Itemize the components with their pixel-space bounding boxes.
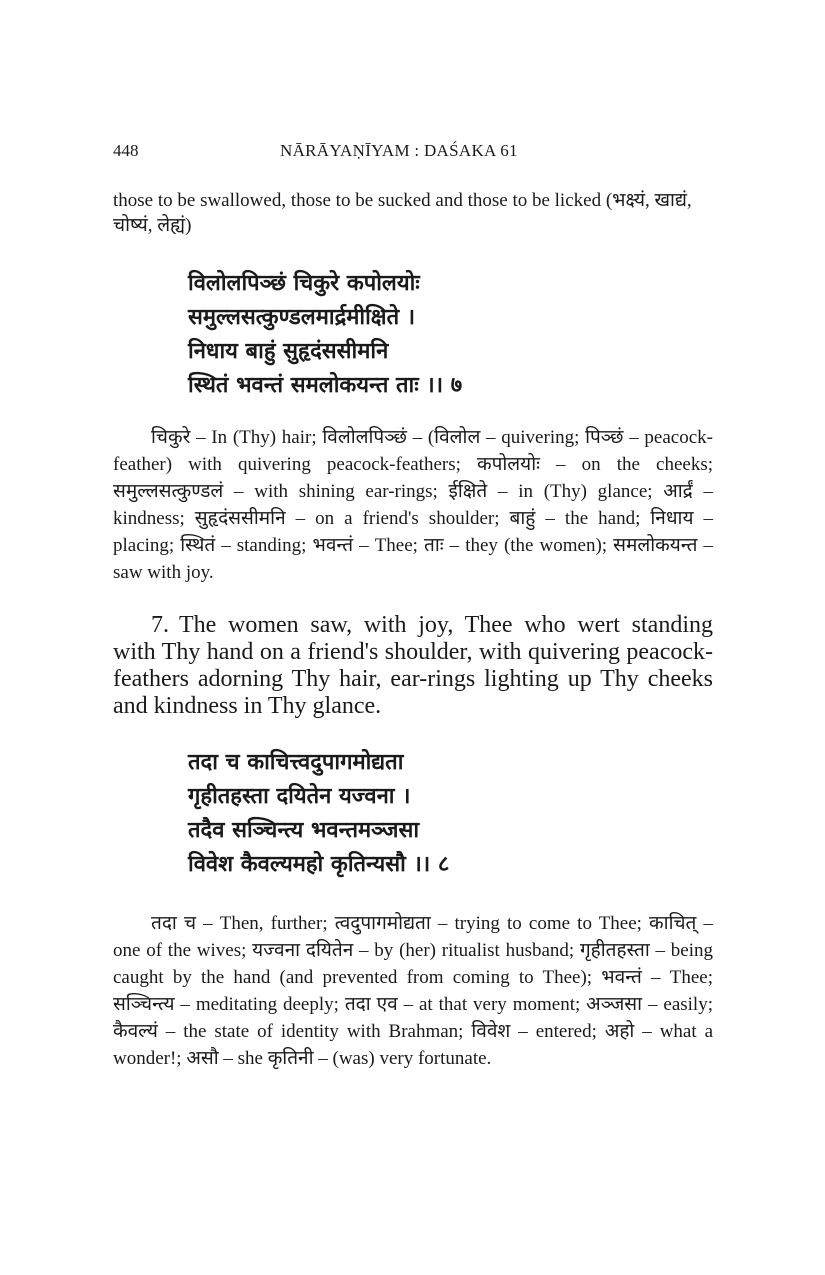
translation-7	[113, 612, 713, 720]
verse-8-line-1: तदा च काचित्त्वदुपागमोद्यता	[188, 750, 404, 775]
verse-7-line-2: समुल्लसत्कुण्डलमार्द्रमीक्षिते ।	[188, 305, 416, 330]
verse-7-line-4: स्थितं भवन्तं समलोकयन्त ताः ।। ७	[188, 373, 463, 398]
verse-8-line-3: तदैव सञ्चिन्त्य भवन्तमञ्जसा	[188, 818, 420, 843]
gloss-7: चिकुरे – In (Thy) hair; विलोलपिञ्छं – (विलोल – quivering; पिञ्छं – peacock-feather) with quivering peacock-feathers; कपोलयोः – on the cheeks; समुल्लसत्कुण्डलं – with shining ear-rings; ईक्षिते – in (Thy) glance; आर्द्रं – kindness; सुहृदंससीमनि – on a friend's shoulder; बाहुं – the hand; निधाय – placing; स्थितं – standing; भवन्तं – Thee; ताः – they (the women); समलोकयन्त – saw with joy.	[113, 427, 713, 583]
intro-paragraph: those to be swallowed, those to be sucked and those to be licked (भक्ष्यं, खाद्यं, चोष्यं, लेह्यं)	[113, 190, 692, 236]
verse-7	[188, 267, 668, 403]
page-number: 448	[113, 141, 139, 160]
verse-7-line-1: विलोलपिञ्छं चिकुरे कपोलयोः	[188, 271, 420, 296]
verse-8-line-2: गृहीतहस्ता दयितेन यज्वना ।	[188, 784, 411, 809]
gloss-8: तदा च – Then, further; त्वदुपागमोद्यता – trying to come to Thee; काचित् – one of the wives; यज्वना दयितेन – by (her) ritualist husband; गृहीतहस्ता – being caught by the hand (and prevented from coming to Thee); भवन्तं – Thee; सञ्चिन्त्य – meditating deeply; तदा एव – at that very moment; अञ्जसा – easily; कैवल्यं – the state of identity with Brahman; विवेश – entered; अहो – what a wonder!; असौ – she कृतिनी – (was) very fortunate.	[113, 913, 713, 1069]
running-header: NĀRĀYAṆĪYAM : DAŚAKA 61	[280, 141, 518, 160]
verse-7-line-3: निधाय बाहुं सुहृदंससीमनि	[188, 339, 389, 364]
verse-number-7: 7.	[151, 612, 169, 638]
verse-8	[188, 746, 668, 882]
translation-7-text: The women saw, with joy, Thee who wert standing with Thy hand on a friend's shoulder, with quivering peacock-feathers adorning Thy hair, ear-rings lighting up Thy cheeks and kindness in Thy glance.	[113, 612, 713, 719]
verse-8-line-4: विवेश कैवल्यमहो कृतिन्यसौ ।। ८	[188, 852, 450, 877]
